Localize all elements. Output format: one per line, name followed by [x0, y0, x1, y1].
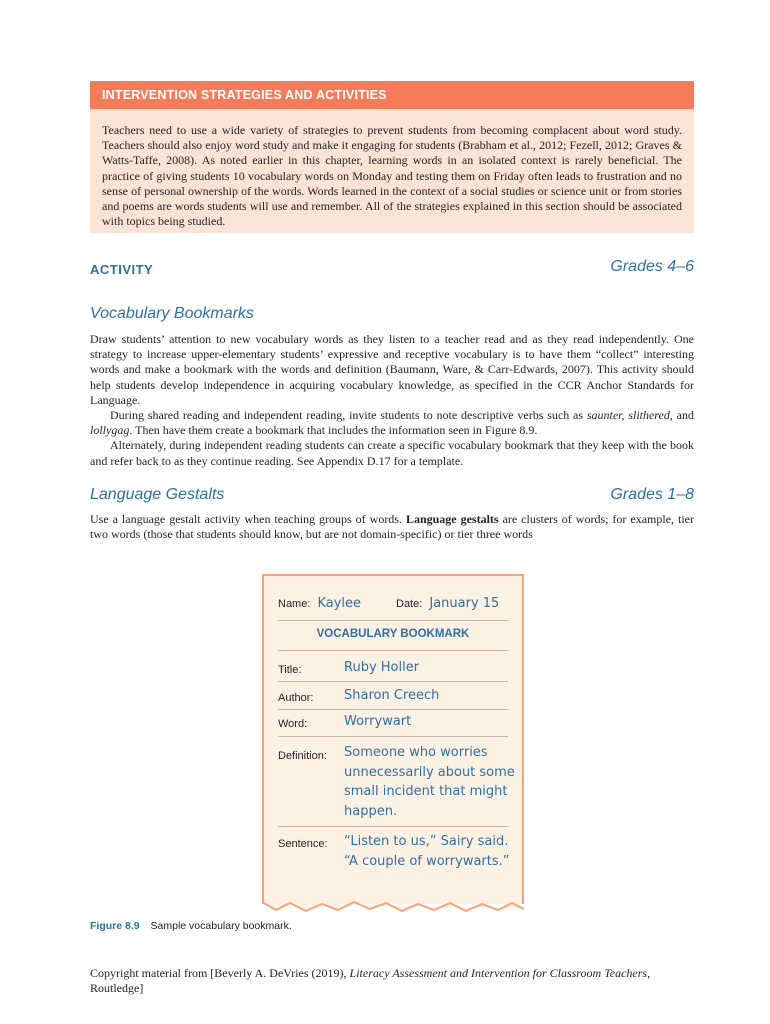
p2-text-c: . Then have them create a bookmark that includes the information seen in Figure 8.9. [129, 423, 538, 438]
vocabulary-bookmarks-text [90, 332, 694, 469]
book-title: Literacy Assessment and Intervention for Classroom Teachers [349, 966, 648, 980]
gestalts-text-a: Use a language gestalt activity when teaching groups of words. [90, 512, 406, 526]
divider-word [278, 736, 508, 737]
divider-top [278, 620, 508, 621]
date-label: Date: [396, 598, 423, 610]
date-row [396, 596, 499, 611]
vocabulary-bookmarks-title: Vocabulary Bookmarks [90, 305, 254, 322]
divider-author [278, 709, 508, 710]
name-row [278, 596, 361, 611]
sentence-label: Sentence: [278, 838, 328, 850]
author-label: Author: [278, 692, 314, 704]
sentence-value [344, 832, 510, 871]
figure-caption-text: Sample vocabulary bookmark. [150, 920, 292, 932]
divider-definition [278, 826, 508, 827]
language-gestalts-title: Language Gestalts [90, 486, 225, 503]
definition-label: Definition: [278, 750, 327, 762]
figure-number: Figure 8.9 [90, 920, 140, 932]
paragraph-1: Draw students’ attention to new vocabulary words as they listen to a teacher read and as they read independently. One strategy to increase upper-elementary students’ expressive and receptive vocabulary is to have them “collect” interesting words and make a bookmark with the words and definition (Baumann, Ware, & Carr-Edwards, 2007). This activity should help students develop independence in acquiring vocabulary knowledge, as specified in the CCR Anchor Standards for Language. [90, 332, 694, 407]
definition-line: happen. [344, 803, 398, 819]
definition-line: unnecessarily about some [344, 764, 515, 780]
paragraph-2 [90, 408, 694, 438]
divider-heading [278, 650, 508, 651]
word-value: Worrywart [344, 714, 412, 729]
word-label: Word: [278, 718, 308, 730]
torn-edge [262, 900, 524, 914]
bookmark-heading: VOCABULARY BOOKMARK [316, 628, 470, 640]
intervention-sidebar [90, 81, 694, 233]
word-lollygag: lollygag [90, 423, 130, 438]
language-gestalts-grades: Grades 1–8 [610, 486, 694, 503]
activity-label: ACTIVITY [90, 262, 154, 277]
footer-post: , Routledge] [90, 966, 651, 995]
name-label: Name: [278, 598, 311, 610]
definition-value [344, 743, 515, 821]
paragraph-3: Alternately, during independent reading students can create a specific vocabulary bookmark that they keep with the book and refer back to as they continue reading. See Appendix D.17 for a template. [90, 438, 694, 468]
figure-caption [90, 920, 292, 932]
word-slithered: slithered [628, 408, 670, 423]
copyright-footer [90, 966, 694, 996]
title-value: Ruby Holler [344, 660, 420, 675]
name-value: Kaylee [317, 596, 362, 611]
footer-pre: Copyright material from [Beverly A. DeVries (2019), [90, 966, 350, 980]
vocabulary-bookmark-figure [262, 574, 524, 904]
title-label: Title: [278, 664, 302, 676]
sentence-line: “Listen to us,” Sairy said. [344, 834, 509, 849]
author-value: Sharon Creech [344, 688, 440, 703]
language-gestalts-text [90, 512, 694, 542]
sidebar-heading: INTERVENTION STRATEGIES AND ACTIVITIES [90, 81, 694, 109]
date-value: January 15 [429, 596, 500, 611]
sidebar-body: Teachers need to use a wide variety of strategies to prevent students from becoming complacent about word study. Teachers should also enjoy word study and make it engaging for students (Brabham et al., 2012; Fezell, 2012; Graves & Watts-Taffe, 2008). As noted earlier in this chapter, learning words in an isolated context is rarely beneficial. The practice of giving students 10 vocabulary words on Monday and testing them on Friday often leads to frustration and no sense of personal ownership of the words. Words learned in the context of a social studies or science unit or from stories and poems are words students will use and remember. All of the strategies explained in this section should be associated with topics being studied. [102, 123, 682, 229]
definition-line: Someone who worries [344, 745, 488, 760]
p2-text-b: , and [669, 408, 695, 423]
gestalts-paragraph [90, 512, 694, 542]
divider-title [278, 681, 508, 682]
language-gestalts-term: Language gestalts [405, 512, 499, 526]
p2-text-a: During shared reading and independent reading, invite students to note descriptive verbs such as [110, 408, 587, 423]
activity-grades: Grades 4–6 [610, 258, 694, 275]
sentence-line: “A couple of worrywarts.” [344, 853, 510, 869]
definition-line: small incident that might [344, 784, 508, 799]
word-saunter: saunter, [586, 408, 625, 423]
gestalts-text-b: are clusters of words; for example, tier two words (those that students should know, but are not domain-specific) or tier three words [90, 512, 694, 542]
